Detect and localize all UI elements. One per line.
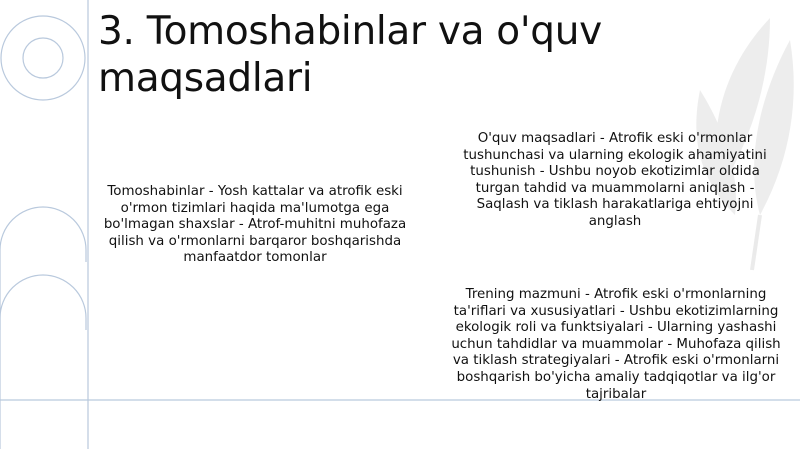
learning-goals-text: O'quv maqsadlari - Atrofik eski o'rmonlar tushunchasi va ularning ekologik ahamiyatini tushunish - Ushbu noyob ekotizimlar oldida turgan tahdid va muammolarni aniqlash - Saqlash va tiklash harakatlariga ehtiyojni anglash — [463, 131, 767, 229]
outer-circle — [1, 16, 85, 100]
inner-circle — [23, 38, 63, 78]
slide-title: 3. Tomoshabinlar va o'quv maqsadlari — [98, 9, 602, 101]
lower-arch — [0, 275, 86, 330]
training-content-text: Trening mazmuni - Atrofik eski o'rmonlarning ta'riflari va xususiyatlari - Ushbu ekotizimlarning ekologik roli va funktsiyalari - Ularning yashashi uchun tahdidlar va muammolar - Muhofaza qilish va tiklash strategiyalari - Atrofik eski o'rmonlarni boshqarish bo'yicha amaliy tadqiqotlar va ilg'or tajribalar — [451, 287, 781, 402]
upper-arch — [0, 207, 86, 262]
audience-text: Tomoshabinlar - Yosh kattalar va atrofik eski o'rmon tizimlari haqida ma'lumotga ega bo'lmagan shaxslar - Atrof-muhitni muhofaza qilish va o'rmonlarni barqaror boshqarishda manfaatdor tomonlar — [103, 184, 407, 266]
